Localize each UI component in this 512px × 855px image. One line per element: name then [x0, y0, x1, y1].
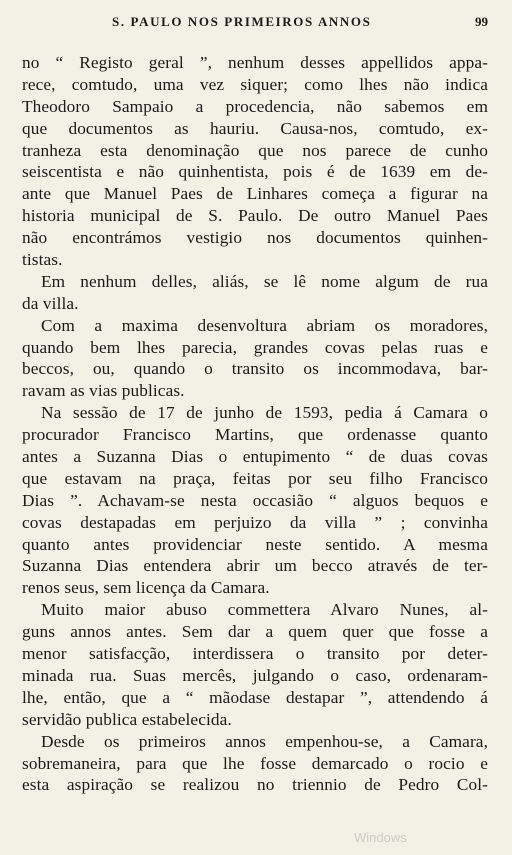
text-line: procurador Francisco Martins, que ordenasse quanto [22, 425, 488, 445]
text-line: Na sessão de 17 de junho de 1593, pedia á Camara o [41, 403, 488, 423]
text-line: menor satisfacção, interdissera o transito por deter- [22, 644, 488, 664]
text-line: esta aspiração se realizou no triennio de Pedro Col- [22, 775, 488, 795]
text-line: renos seus, sem licença da Camara. [22, 578, 270, 598]
text-line: Theodoro Sampaio a procedencia, não sabemos em [22, 96, 488, 116]
text-line: Desde os primeiros annos empenhou-se, a Camara, [41, 731, 488, 751]
text-line: da villa. [22, 293, 79, 313]
text-line: ante que Manuel Paes de Linhares começa a figurar na [22, 184, 488, 204]
text-line: quanto antes providenciar neste sentido. A mesma [22, 534, 488, 554]
text-line: Dias ”. Achavam-se nesta occasião “ alguos bequos e [22, 490, 488, 510]
text-line: antes a Suzanna Dias o entupimento “ de duas covas [22, 447, 488, 467]
text-line: no “ Registo geral ”, nenhum desses appellidos appa- [22, 53, 488, 72]
text-line: ravam as vias publicas. [22, 381, 185, 401]
running-head: S. PAULO NOS PRIMEIROS ANNOS [112, 14, 372, 29]
text-line: quando bem lhes parecia, grandes covas pelas ruas e [22, 337, 488, 357]
text-line: historia municipal de S. Paulo. De outro Manuel Paes [22, 206, 488, 226]
text-line: Em nenhum delles, aliás, se lê nome algum de rua [41, 271, 488, 291]
text-line: beccos, ou, quando o transito os incommodava, bar- [22, 359, 488, 379]
text-line: que estavam na praça, feitas por seu filho Francisco [22, 468, 488, 488]
text-line: Com a maxima desenvoltura abriam os moradores, [41, 315, 488, 335]
page-header [22, 8, 488, 40]
text-line: lhe, então, que a “ mãodase destapar ”, attendendo á [22, 687, 488, 707]
page-number: 99 [475, 14, 488, 29]
text-line: tistas. [22, 250, 63, 270]
text-line: que documentos as hauriu. Causa-nos, comtudo, ex- [22, 118, 488, 138]
text-line: Muito maior abuso commettera Alvaro Nunes, al- [41, 600, 488, 620]
body-text [22, 52, 488, 796]
text-line: Suzanna Dias entendera abrir um becco através de ter- [22, 556, 488, 576]
text-line: guns annos antes. Sem dar a quem quer que fosse a [22, 622, 488, 642]
text-line: minada rua. Suas mercês, julgando o caso, ordenaram- [22, 665, 488, 685]
text-line: não encontrámos vestigio nos documentos quinhen- [22, 228, 488, 248]
text-line: covas destapadas em perjuizo da villa ” ; convinha [22, 512, 488, 532]
os-watermark: Windows [354, 830, 407, 845]
text-line: seiscentista e não quinhentista, pois é de 1639 em de- [22, 162, 488, 182]
book-page [22, 8, 488, 796]
text-line: rece, comtudo, uma vez siquer; como lhes não indica [22, 74, 488, 94]
text-line: sobremaneira, para que lhe fosse demarcado o rocio e [22, 753, 488, 773]
text-line: tranheza esta denominação que nos parece de cunho [22, 140, 488, 160]
text-line: servidão publica estabelecida. [22, 709, 232, 729]
